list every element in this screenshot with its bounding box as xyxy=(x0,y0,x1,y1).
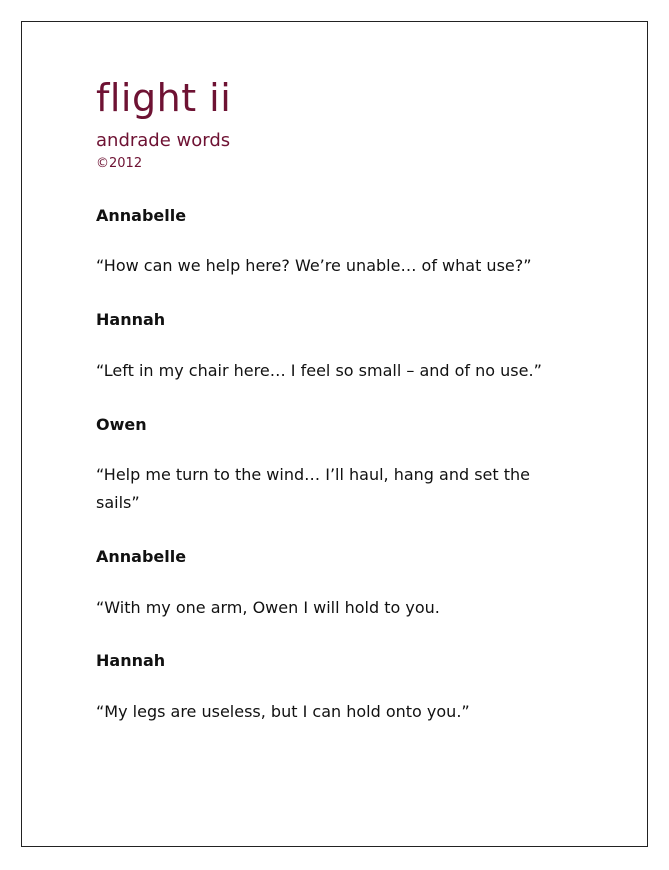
speaker-name: Owen xyxy=(96,415,147,434)
dialogue-line: “Left in my chair here… I feel so small – and of no use.” xyxy=(96,361,542,380)
speaker-name: Annabelle xyxy=(96,206,187,225)
speaker-name: Annabelle xyxy=(96,547,187,566)
speaker-name: Hannah xyxy=(96,651,166,670)
dialogue-line: “Help me turn to the wind… I’ll haul, hang and set the sails” xyxy=(96,465,531,512)
dialogue-line: “How can we help here? We’re unable… of what use?” xyxy=(96,256,532,275)
document-page xyxy=(21,21,648,847)
dialogue-line: “My legs are useless, but I can hold onto you.” xyxy=(96,702,470,721)
author-name: andrade words xyxy=(96,130,231,151)
dialogue-line: “With my one arm, Owen I will hold to you. xyxy=(96,598,440,617)
copyright-notice: ©2012 xyxy=(96,156,143,171)
poem-title: flight ii xyxy=(96,76,232,120)
speaker-name: Hannah xyxy=(96,310,166,329)
